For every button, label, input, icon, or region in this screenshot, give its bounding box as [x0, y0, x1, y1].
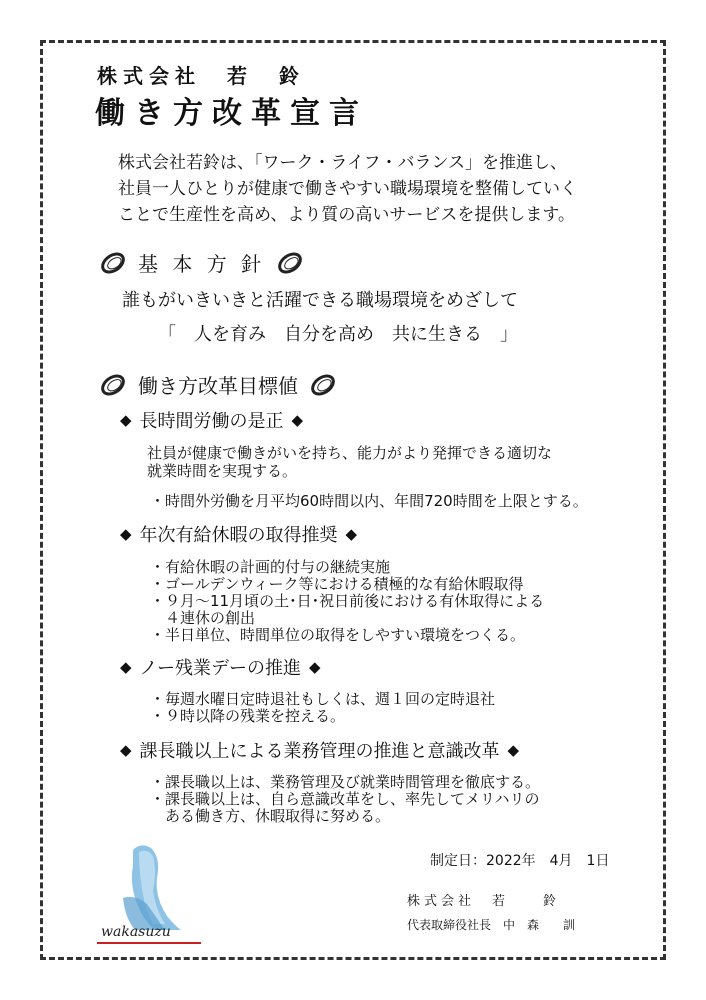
diamond-icon: ◆ — [507, 741, 520, 759]
diamond-icon: ◆ — [291, 411, 304, 429]
policy-line-1: 誰もがいきいきと活躍できる職場環境をめざして — [122, 290, 518, 311]
ring-icon — [97, 370, 129, 400]
goal-bullet: ・課長職以上は、自ら意識改革をし、率先してメリハリの — [150, 790, 540, 808]
goal-bullet: ・９時以降の残業を控える。 — [150, 707, 346, 725]
diamond-icon: ◆ — [120, 741, 132, 759]
goal-bullet: ・課長職以上は、業務管理及び就業時間管理を徹底する。 — [150, 773, 541, 791]
intro-line-3: ことで生産性を高め、より質の高いサービスを提供します。 — [118, 205, 575, 225]
policy-heading — [100, 248, 303, 277]
diamond-icon: ◆ — [345, 525, 358, 543]
goal-title — [120, 654, 321, 680]
diamond-icon: ◆ — [120, 411, 132, 429]
intro-line-1: 株式会社若鈴は、「ワーク・ライフ・バランス」を推進し、 — [118, 153, 567, 173]
ring-icon — [274, 248, 306, 278]
goal-body-line: 就業時間を実現する。 — [147, 462, 298, 480]
policy-line-2: 「 人を育み 自分を高め 共に生きる 」 — [158, 324, 518, 345]
diamond-icon: ◆ — [120, 525, 132, 543]
signature-company: 株式会社 若 鈴 — [407, 894, 561, 909]
goal-bullet: ・半日単位、時間単位の取得をしやすい環境をつくる。 — [150, 626, 526, 644]
goal-title-text: 年次有給休暇の取得推奨 — [139, 525, 338, 546]
ring-icon — [97, 248, 129, 278]
goal-bullet: ・ゴールデンウィーク等における積極的な有給休暇取得 — [150, 575, 524, 593]
goal-bullet: ・９月～11月頃の土･日･祝日前後における有休取得による — [150, 592, 545, 610]
diamond-icon: ◆ — [309, 658, 321, 676]
goal-title — [120, 737, 519, 763]
diamond-icon: ◆ — [120, 658, 132, 676]
goal-title — [120, 407, 303, 433]
goals-heading-text: 働き方改革目標値 — [138, 374, 298, 398]
enactment-date: 制定日：2022年 4月 1日 — [430, 853, 610, 869]
goal-title-text: 長時間労働の是正 — [139, 411, 284, 432]
goal-title-text: ノー残業デーの推進 — [139, 658, 302, 679]
goal-bullet: ・有給休暇の計画的付与の継続実施 — [150, 558, 391, 576]
ring-icon — [307, 370, 339, 400]
goal-bullet: ４連休の創出 — [150, 609, 256, 627]
page-title: 働き方改革宣言 — [95, 96, 368, 131]
intro-line-2: 社員一人ひとりが健康で働きやすい職場環境を整備していく — [118, 179, 577, 199]
goals-heading — [100, 370, 336, 399]
goal-bullet: ・毎週水曜日定時退社もしくは、週１回の定時退社 — [150, 690, 496, 708]
goal-title — [120, 521, 357, 547]
logo-text: wakasuzu — [101, 924, 171, 940]
goal-body-line: 社員が健康で働きがいを持ち、能力がより発揮できる適切な — [147, 444, 553, 462]
policy-heading-text: 基 本 方 針 — [138, 252, 266, 276]
logo-underline — [97, 942, 201, 944]
goal-bullet: ある働き方、休暇取得に努める。 — [150, 807, 391, 825]
header-company: 株式会社 若 鈴 — [97, 64, 305, 88]
goal-title-text: 課長職以上による業務管理の推進と意識改革 — [139, 741, 500, 762]
signature-representative: 代表取締役社長 中 森 訓 — [407, 918, 576, 932]
company-logo — [95, 838, 210, 948]
goal-bullet: ・時間外労働を月平均60時間以内、年間720時間を上限とする。 — [150, 492, 588, 510]
